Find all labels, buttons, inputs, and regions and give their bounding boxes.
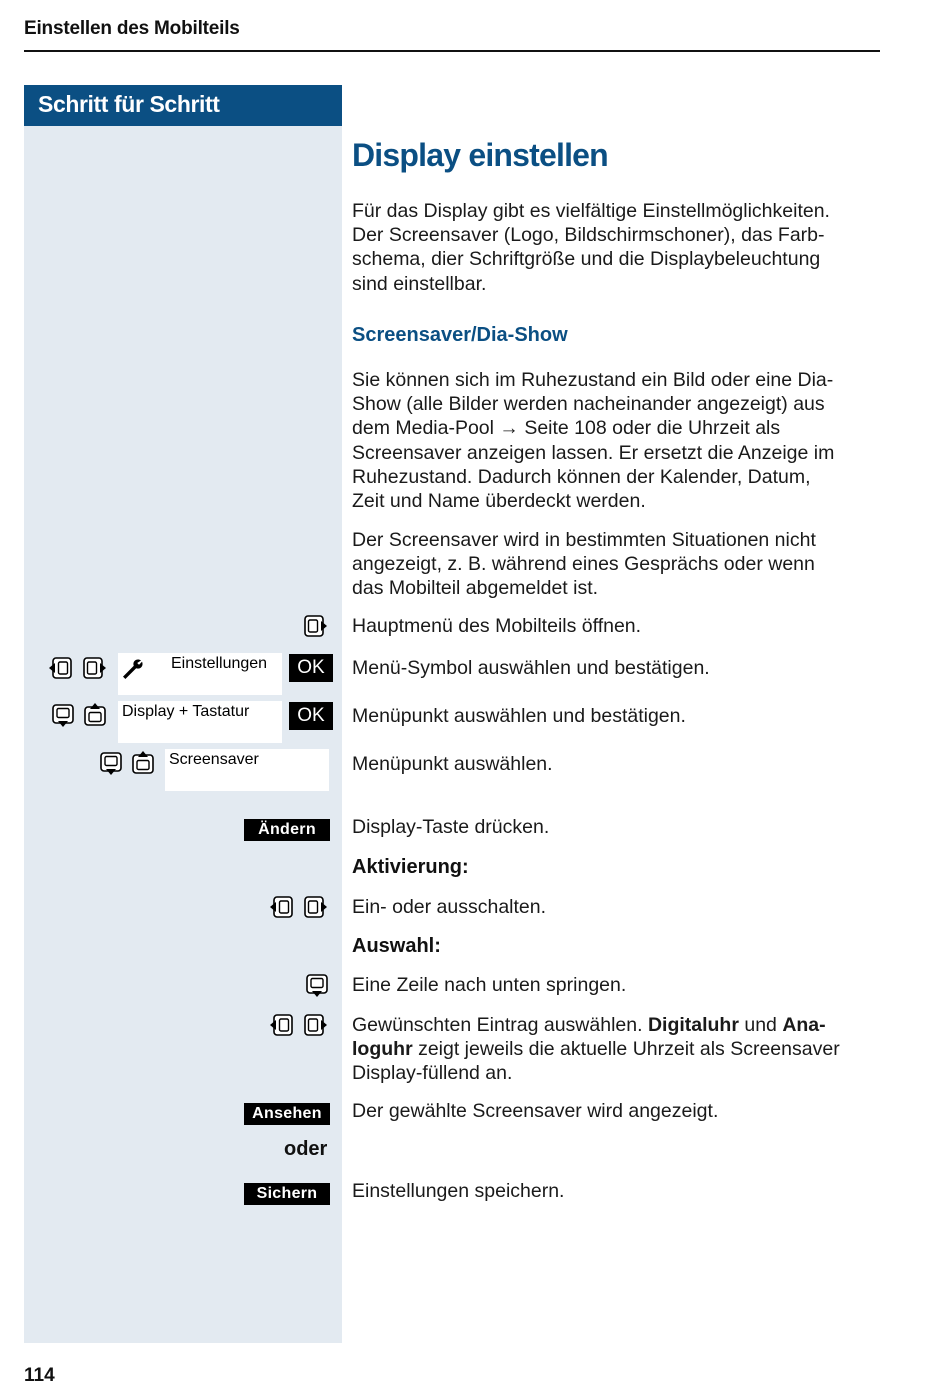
step-preview: Der gewählte Screensaver wird angezeigt. <box>352 1100 719 1122</box>
menu-label-einstellungen: Einstellungen <box>171 655 268 672</box>
para-line: Show (alle Bilder werden nacheinander angezeigt) aus <box>352 393 825 416</box>
wrench-icon <box>120 657 144 681</box>
choose-entry-text: Gewünschten Eintrag auswählen. <box>352 1014 648 1036</box>
page-number: 114 <box>24 1365 55 1386</box>
control-key-right-icon <box>304 615 328 637</box>
control-key-down-icon <box>306 974 328 998</box>
para-line: das Mobilteil abgemeldet ist. <box>352 577 599 600</box>
intro-line: Der Screensaver (Logo, Bildschirmschoner), das Farb- <box>352 224 825 247</box>
menu-display-display-tastatur <box>118 701 282 743</box>
step-toggle: Ein- oder ausschalten. <box>352 896 547 918</box>
step-line-down: Eine Zeile nach unten springen. <box>352 974 627 996</box>
screensaver-paragraph <box>352 368 887 513</box>
activation-heading: Aktivierung: <box>352 856 469 878</box>
step-menu-symbol: Menü-Symbol auswählen und bestätigen. <box>352 657 710 679</box>
control-key-left-icon <box>269 1014 293 1036</box>
control-key-up-icon <box>132 750 154 774</box>
softkey-sichern[interactable]: Sichern <box>244 1183 330 1205</box>
control-key-left-icon <box>269 896 293 918</box>
control-key-up-icon <box>84 702 106 726</box>
menu-display-screensaver <box>165 749 329 791</box>
page-title: Display einstellen <box>352 137 608 173</box>
menu-display-einstellungen <box>118 653 282 695</box>
selection-heading: Auswahl: <box>352 935 441 957</box>
running-header: Einstellen des Mobilteils <box>24 18 240 39</box>
step-menu-item-confirm: Menüpunkt auswählen und bestätigen. <box>352 705 686 727</box>
header-rule <box>24 50 880 52</box>
choose-entry-text: zeigt jeweils die aktuelle Uhrzeit als Screensaver <box>412 1038 840 1061</box>
choose-entry-analoguhr-part1: Ana- <box>782 1014 826 1036</box>
sidebar-title-bar <box>24 85 342 126</box>
step-choose-entry <box>352 1013 887 1086</box>
intro-paragraph <box>352 199 887 296</box>
para-line: Screensaver anzeigen lassen. Er ersetzt die Anzeige im <box>352 441 835 464</box>
step-display-key: Display-Taste drücken. <box>352 816 550 838</box>
oder-label: oder <box>284 1138 328 1160</box>
choose-entry-text: Display-füllend an. <box>352 1062 513 1085</box>
step-open-menu: Hauptmenü des Mobilteils öffnen. <box>352 615 642 637</box>
control-key-left-icon <box>48 657 72 679</box>
step-save: Einstellungen speichern. <box>352 1180 565 1202</box>
para-line: Ruhezustand. Dadurch können der Kalender, Datum, <box>352 465 811 488</box>
choose-entry-text: und <box>738 1014 783 1036</box>
control-key-right-icon <box>304 1014 328 1036</box>
control-key-right-icon <box>83 657 107 679</box>
choose-entry-analoguhr-part2: loguhr <box>352 1038 413 1061</box>
section-heading: Screensaver/Dia-Show <box>352 324 568 346</box>
softkey-aendern[interactable]: Ändern <box>244 819 330 841</box>
menu-label-display-tastatur: Display + Tastatur <box>122 703 250 720</box>
intro-line: sind einstellbar. <box>352 272 487 295</box>
ok-button[interactable]: OK <box>289 702 333 730</box>
choose-entry-digitaluhr: Digitaluhr <box>647 1014 739 1036</box>
para-line: Sie können sich im Ruhezustand ein Bild oder eine Dia- <box>352 369 834 391</box>
para-line: Der Screensaver wird in bestimmten Situationen nicht <box>352 529 816 551</box>
softkey-ansehen[interactable]: Ansehen <box>244 1103 330 1125</box>
step-menu-item-select: Menüpunkt auswählen. <box>352 753 553 775</box>
control-key-down-icon <box>52 704 74 728</box>
screensaver-note-paragraph <box>352 528 887 601</box>
control-key-right-icon <box>304 896 328 918</box>
control-key-down-icon <box>100 752 122 776</box>
menu-label-screensaver: Screensaver <box>169 751 259 768</box>
sidebar-title: Schritt für Schritt <box>38 91 220 117</box>
ok-button[interactable]: OK <box>289 654 333 682</box>
para-line: dem Media-Pool → Seite 108 oder die Uhrzeit als <box>352 417 781 440</box>
intro-line: Für das Display gibt es vielfältige Einstellmöglichkeiten. <box>352 200 830 222</box>
para-line: Zeit und Name überdeckt werden. <box>352 490 646 513</box>
intro-line: schema, dier Schriftgröße und die Displaybeleuchtung <box>352 248 821 271</box>
para-line: angezeigt, z. B. während eines Gesprächs oder wenn <box>352 553 815 576</box>
